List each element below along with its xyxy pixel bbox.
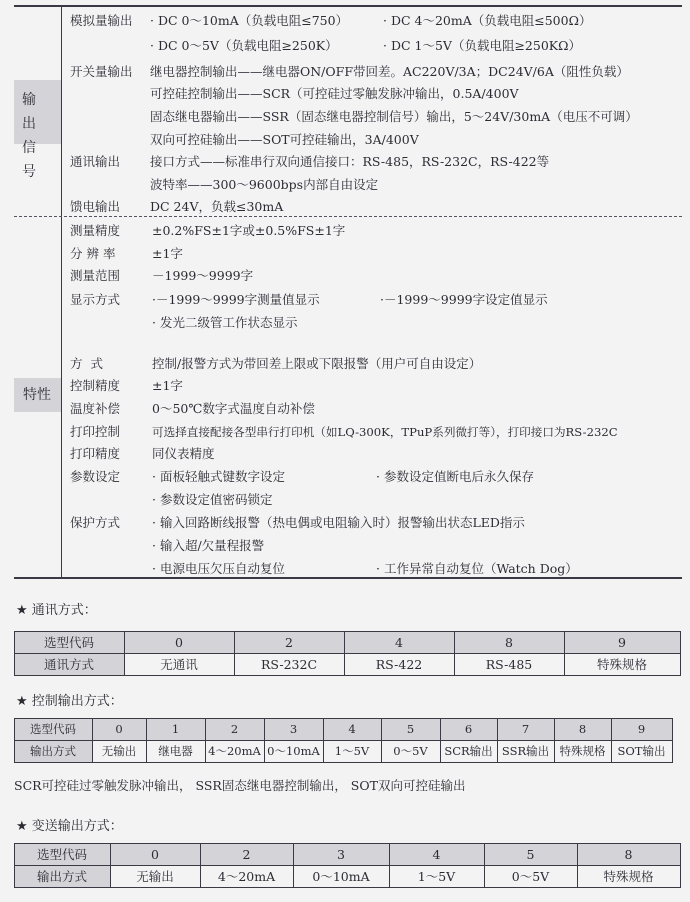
code-cell: 3 xyxy=(293,843,389,865)
switch-output-line: 继电器控制输出——继电器ON/OFF带回差。AC220V/3A；DC24V/6A（阻性负载） xyxy=(150,64,629,79)
value-cell: SOT输出 xyxy=(617,744,666,758)
table-rule xyxy=(234,631,235,676)
features-group-cell xyxy=(14,378,61,412)
code-cell: 1 xyxy=(146,718,205,740)
row-label: 通讯方式 xyxy=(14,653,124,675)
table-rule xyxy=(14,865,680,866)
feed-output-label: 馈电输出 xyxy=(70,199,121,214)
row-label: 输出方式 xyxy=(14,740,92,762)
table-rule xyxy=(14,740,672,741)
value-cell: 无输出 xyxy=(136,869,174,884)
table-rule xyxy=(381,718,382,763)
code-cell: 9 xyxy=(564,631,680,653)
protect-line: · 工作异常自动复位（Watch Dog） xyxy=(376,561,578,576)
comm-output-line: 波特率——300～9600bps内部自由设定 xyxy=(150,177,379,192)
table-rule xyxy=(124,631,125,676)
protect-label: 保护方式 xyxy=(70,515,121,530)
protect-line: · 电源电压欠压自动复位 xyxy=(152,561,285,576)
value-cell: SSR输出 xyxy=(501,744,550,758)
temp-comp-label: 温度补偿 xyxy=(70,401,121,416)
range-value: －1999～9999字 xyxy=(152,268,254,283)
table-rule xyxy=(564,631,565,676)
value-cell: 无通讯 xyxy=(160,657,198,672)
code-header-label: 选型代码 xyxy=(14,718,92,740)
param-line: · 参数设定值密码锁定 xyxy=(152,492,273,507)
value-cell: 无输出 xyxy=(101,744,137,758)
param-line: · 面板轻触式键数字设定 xyxy=(152,469,285,484)
resolution-label: 分 辨 率 xyxy=(70,246,116,261)
value-cell: 特殊规格 xyxy=(596,657,647,672)
table-rule xyxy=(92,718,93,763)
table-rule xyxy=(454,631,455,676)
analog-output-label: 模拟量输出 xyxy=(70,13,133,28)
control-accuracy-label: 控制精度 xyxy=(70,378,121,393)
switch-output-label: 开关量输出 xyxy=(70,64,133,79)
table-rule xyxy=(14,762,672,763)
table-rule xyxy=(14,718,15,763)
table-rule xyxy=(146,718,147,763)
feed-output-value: DC 24V，负载≤30mA xyxy=(150,199,284,214)
value-cell: 特殊规格 xyxy=(603,869,654,884)
table-rule xyxy=(554,718,555,763)
code-cell: 3 xyxy=(264,718,323,740)
table-rule xyxy=(293,843,294,888)
table-rule xyxy=(14,887,680,888)
param-line: · 参数设定值断电后永久保存 xyxy=(376,469,534,484)
code-cell: 5 xyxy=(381,718,440,740)
code-cell: 8 xyxy=(577,843,680,865)
analog-output-line: · DC 0～5V（负载电阻≥250K） xyxy=(150,38,338,53)
comm-output-label: 通讯输出 xyxy=(70,154,121,169)
control-note: SCR可控硅过零触发脉冲输出， SSR固态继电器控制输出， SOT双向可控硅输出 xyxy=(14,778,466,793)
table-top-border xyxy=(14,5,682,7)
mode-label: 方 式 xyxy=(70,356,105,371)
resolution-value: ±1字 xyxy=(152,246,183,261)
table-rule xyxy=(264,718,265,763)
code-cell: 2 xyxy=(205,718,264,740)
analog-output-line: · DC 1～5V（负载电阻≥250KΩ） xyxy=(383,38,581,53)
table-bottom-border xyxy=(14,577,682,579)
value-cell: SCR输出 xyxy=(444,744,493,758)
code-cell: 4 xyxy=(389,843,484,865)
table-rule xyxy=(680,631,681,676)
display-line: · 发光二级管工作状态显示 xyxy=(152,315,298,330)
value-cell: 0～10mA xyxy=(267,744,320,758)
print-accuracy-label: 打印精度 xyxy=(70,446,121,461)
table-rule xyxy=(389,843,390,888)
display-line: ·－1999～9999字测量值显示 xyxy=(152,292,320,307)
code-cell: 0 xyxy=(124,631,234,653)
group-column-divider xyxy=(61,5,62,578)
value-cell: 4～20mA xyxy=(208,744,261,758)
code-cell: 7 xyxy=(497,718,554,740)
table-rule xyxy=(680,843,681,888)
switch-output-line: 双向可控硅输出——SOT可控硅输出，3A/400V xyxy=(150,132,419,147)
code-header-label: 选型代码 xyxy=(14,843,110,865)
transmit-section-title: ★ 变送输出方式： xyxy=(16,819,123,834)
print-control-label: 打印控制 xyxy=(70,424,121,439)
mode-value: 控制/报警方式为带回差上限或下限报警（用户可自由设定） xyxy=(152,356,482,371)
temp-comp-value: 0～50℃数字式温度自动补偿 xyxy=(152,401,315,416)
switch-output-line: 可控硅控制输出——SCR（可控硅过零触发脉冲输出，0.5A/400V xyxy=(150,86,519,101)
table-rule xyxy=(14,843,680,844)
table-rule xyxy=(440,718,441,763)
table-rule xyxy=(14,653,680,654)
code-cell: 9 xyxy=(611,718,672,740)
comm-output-line: 接口方式——标准串行双向通信接口：RS-485，RS-232C，RS-422等 xyxy=(150,154,550,169)
param-label: 参数设定 xyxy=(70,469,121,484)
code-cell: 8 xyxy=(554,718,611,740)
table-rule xyxy=(344,631,345,676)
code-cell: 2 xyxy=(200,843,293,865)
value-cell: 特殊规格 xyxy=(559,744,606,758)
display-label: 显示方式 xyxy=(70,292,121,307)
table-rule xyxy=(14,631,15,676)
value-cell: RS-232C xyxy=(260,656,318,672)
table-rule xyxy=(497,718,498,763)
features-group-label: 特性 xyxy=(23,387,51,403)
output-group-cell xyxy=(14,80,61,180)
code-cell: 5 xyxy=(484,843,577,865)
value-cell: 0～5V xyxy=(393,744,428,758)
accuracy-label: 测量精度 xyxy=(70,223,121,238)
table-rule xyxy=(200,843,201,888)
value-cell: 0～10mA xyxy=(312,869,370,884)
code-cell: 0 xyxy=(92,718,146,740)
table-rule xyxy=(323,718,324,763)
table-rule xyxy=(14,675,680,676)
row-label: 输出方式 xyxy=(14,865,110,887)
value-cell: 继电器 xyxy=(158,744,193,758)
value-cell: 1～5V xyxy=(417,869,456,884)
value-cell: 1～5V xyxy=(334,744,370,758)
print-accuracy-value: 同仪表精度 xyxy=(152,446,215,461)
comm-section-title: ★ 通讯方式： xyxy=(16,603,97,618)
section-divider xyxy=(14,216,682,217)
code-header-label: 选型代码 xyxy=(14,631,124,653)
code-cell: 4 xyxy=(323,718,381,740)
code-cell: 8 xyxy=(454,631,564,653)
code-cell: 4 xyxy=(344,631,454,653)
table-rule xyxy=(14,843,15,888)
value-cell: 0～5V xyxy=(511,869,550,884)
analog-output-line: · DC 4～20mA（负载电阻≤500Ω） xyxy=(383,13,592,28)
display-line: ·－1999～9999字设定值显示 xyxy=(380,292,548,307)
value-cell: RS-422 xyxy=(375,656,423,672)
table-rule xyxy=(205,718,206,763)
switch-output-line: 固态继电器输出——SSR（固态继电器控制信号）输出，5～24V/30mA（电压不可调） xyxy=(150,109,638,124)
value-cell: RS-485 xyxy=(485,656,533,672)
table-rule xyxy=(577,843,578,888)
table-rule xyxy=(14,718,672,719)
control-section-title: ★ 控制输出方式： xyxy=(16,694,123,709)
code-cell: 6 xyxy=(440,718,497,740)
table-rule xyxy=(611,718,612,763)
protect-line: · 输入回路断线报警（热电偶或电阻输入时）报警输出状态LED指示 xyxy=(152,515,525,530)
range-label: 测量范围 xyxy=(70,268,121,283)
table-rule xyxy=(110,843,111,888)
analog-output-line: · DC 0～10mA（负载电阻≤750） xyxy=(150,13,349,28)
code-cell: 0 xyxy=(110,843,200,865)
code-cell: 2 xyxy=(234,631,344,653)
table-rule xyxy=(672,718,673,763)
control-accuracy-value: ±1字 xyxy=(152,378,183,393)
protect-line: · 输入超/欠量程报警 xyxy=(152,538,265,553)
table-rule xyxy=(484,843,485,888)
value-cell: 4～20mA xyxy=(217,869,276,884)
table-rule xyxy=(14,631,680,632)
accuracy-value: ±0.2%FS±1字或±0.5%FS±1字 xyxy=(152,223,346,238)
output-group-label: 输出信号 xyxy=(22,92,40,180)
print-control-value: 可选择直接配接各型串行打印机（如LQ-300K，TPuP系列微打等），打印接口为RS-232C xyxy=(152,425,618,439)
